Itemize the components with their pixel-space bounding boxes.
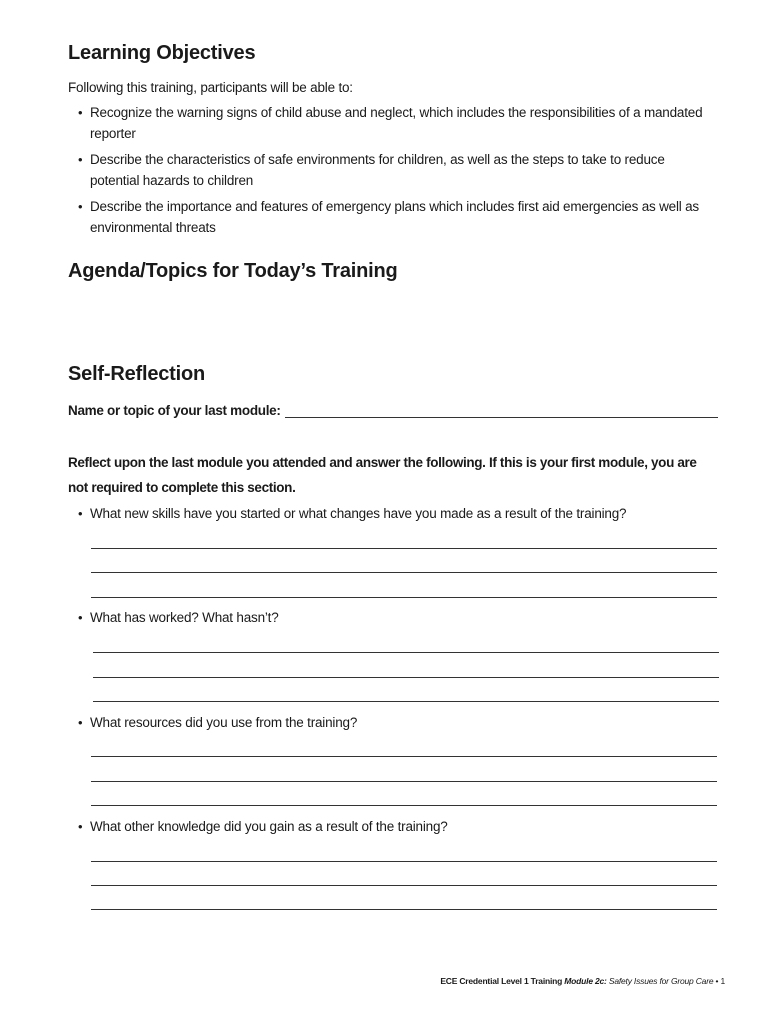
- last-module-name-field[interactable]: [285, 403, 718, 418]
- reflection-question: • What has worked? What hasn’t?: [68, 608, 718, 628]
- learning-objectives-heading: Learning Objectives: [68, 42, 256, 64]
- reflection-question: • What other knowledge did you gain as a result of the training?: [68, 817, 718, 837]
- answer-line[interactable]: [91, 781, 717, 782]
- answer-line[interactable]: [91, 885, 717, 886]
- objective-item: • Recognize the warning signs of child abuse and neglect, which includes the responsibilities of a mandated reporter: [68, 102, 708, 144]
- last-module-label: Name or topic of your last module:: [68, 403, 281, 418]
- answer-line[interactable]: [93, 701, 719, 702]
- reflection-question: • What new skills have you started or what changes have you made as a result of the training?: [68, 504, 718, 524]
- answer-line[interactable]: [91, 861, 717, 862]
- answer-line[interactable]: [93, 652, 719, 653]
- footer-course: ECE Credential Level 1 Training: [440, 976, 563, 986]
- answer-line[interactable]: [91, 548, 717, 549]
- reflection-instructions: Reflect upon the last module you attended and answer the following. If this is your first module, you are not required to complete this section.: [68, 455, 697, 495]
- answer-line[interactable]: [91, 805, 717, 806]
- self-reflection-heading: Self-Reflection: [68, 363, 206, 385]
- reflection-question: • What resources did you use from the training?: [68, 713, 718, 733]
- footer-page-number: • 1: [715, 976, 725, 986]
- answer-line[interactable]: [91, 572, 717, 573]
- objectives-intro: Following this training, participants will be able to:: [68, 80, 353, 95]
- footer-module: Module 2c:: [564, 976, 607, 986]
- answer-line[interactable]: [91, 909, 717, 910]
- answer-line[interactable]: [91, 597, 717, 598]
- footer-module-title: Safety Issues for Group Care: [608, 976, 714, 986]
- last-module-name-row: [68, 403, 718, 418]
- objective-item: • Describe the characteristics of safe environments for children, as well as the steps to take to reduce potential hazards to children: [68, 149, 708, 191]
- answer-line[interactable]: [91, 756, 717, 757]
- page-footer: [440, 976, 725, 986]
- agenda-heading: Agenda/Topics for Today’s Training: [68, 260, 398, 282]
- answer-line[interactable]: [93, 677, 719, 678]
- objectives-list: [68, 102, 708, 243]
- objective-item: • Describe the importance and features of emergency plans which includes first aid emergencies as well as environmental threats: [68, 196, 708, 238]
